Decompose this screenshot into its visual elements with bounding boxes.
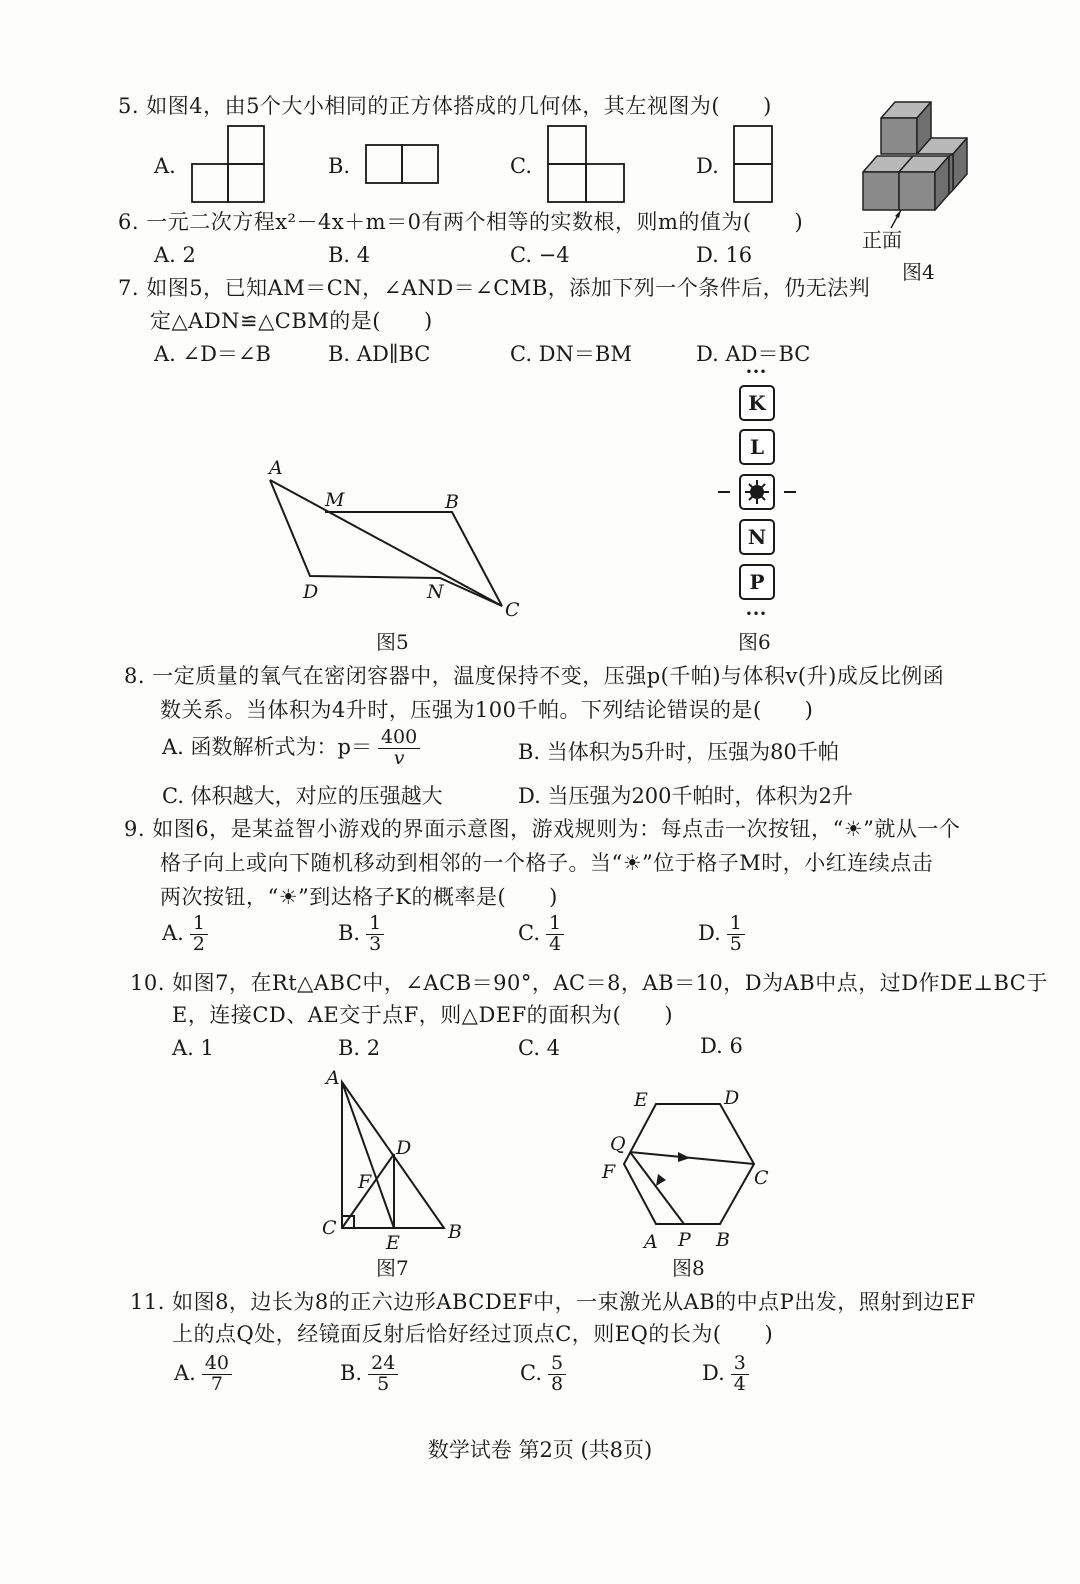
q6-option-a: A. 2 bbox=[154, 243, 196, 267]
q5-option-a-figure bbox=[190, 124, 270, 204]
q8-stem-line2: 数关系。当体积为4升时，压强为100千帕。下列结论错误的是( ) bbox=[160, 698, 814, 722]
q8-option-d: D. 当压强为200千帕时，体积为2升 bbox=[518, 784, 853, 808]
q11-option-d-num: 3 bbox=[731, 1354, 749, 1375]
q9-option-d-num: 1 bbox=[727, 914, 745, 935]
fig6-cell-n: N bbox=[747, 525, 767, 549]
fig8-label-e: E bbox=[634, 1089, 648, 1111]
q9-stem-line1: 9. 如图6，是某益智小游戏的界面示意图，游戏规则为：每点击一次按钮，“☀”就从一个 bbox=[124, 817, 961, 841]
q11-option-a-num: 40 bbox=[202, 1354, 232, 1375]
q9-stem-line2: 格子向上或向下随机移动到相邻的一个格子。当“☀”位于格子M时，小红连续点击 bbox=[160, 851, 934, 875]
q11-option-b bbox=[340, 1354, 398, 1395]
q7-option-d: D. AD＝BC bbox=[696, 342, 811, 366]
q11-option-d-den: 4 bbox=[733, 1372, 746, 1395]
q11-option-b-label: B. bbox=[340, 1360, 363, 1385]
q11-option-a bbox=[174, 1354, 232, 1395]
q7-stem-line2: 定△ADN≌△CBM的是( ) bbox=[150, 309, 433, 333]
figure-7-triangle bbox=[318, 1064, 478, 1254]
q9-option-c-label: C. bbox=[518, 920, 540, 945]
fig5-label-d: D bbox=[303, 581, 319, 603]
fig6-dots-top: ••• bbox=[745, 365, 767, 379]
q8-option-a-numerator: 400 bbox=[378, 728, 420, 749]
q5-option-b: B. bbox=[328, 154, 351, 178]
q5-option-d: D. bbox=[696, 154, 719, 178]
fig5-label-m: M bbox=[325, 489, 345, 511]
q5-option-a: A. bbox=[154, 154, 176, 178]
q8-option-a-denominator: v bbox=[393, 746, 405, 769]
fig6-dots-bottom: ••• bbox=[745, 607, 767, 621]
fig6-cell-k: K bbox=[748, 391, 766, 415]
q9-option-c-den: 4 bbox=[549, 932, 562, 955]
q9-option-a-den: 2 bbox=[192, 932, 205, 955]
q11-option-a-label: A. bbox=[174, 1360, 196, 1385]
q9-option-d bbox=[698, 914, 745, 955]
fig8-label-f: F bbox=[602, 1161, 616, 1183]
fig5-label-b: B bbox=[445, 491, 459, 513]
figure-6-caption: 图6 bbox=[738, 630, 771, 654]
q7-option-b: B. AD∥BC bbox=[328, 342, 431, 366]
q11-option-c-num: 5 bbox=[548, 1354, 566, 1375]
figure-4-caption: 图4 bbox=[902, 260, 935, 284]
figure-4-front-label: 正面 bbox=[862, 228, 902, 252]
fig7-label-a: A bbox=[326, 1067, 340, 1089]
q11-option-d bbox=[702, 1354, 749, 1395]
figure-5-caption: 图5 bbox=[376, 630, 409, 654]
q11-option-c-den: 8 bbox=[551, 1372, 564, 1395]
fig8-label-a: A bbox=[644, 1231, 658, 1252]
q6-stem: 6. 一元二次方程x²－4x＋m＝0有两个相等的实数根，则m的值为( ) bbox=[118, 210, 804, 234]
q9-option-a bbox=[162, 914, 208, 955]
q5-option-b-figure bbox=[364, 143, 442, 185]
q6-option-d: D. 16 bbox=[696, 243, 753, 267]
q7-option-a: A. ∠D＝∠B bbox=[154, 342, 271, 366]
fig7-label-e: E bbox=[386, 1232, 400, 1254]
figure-8-caption: 图8 bbox=[672, 1256, 705, 1280]
q10-stem-line1: 10. 如图7，在Rt△ABC中，∠ACB＝90°，AC＝8，AB＝10，D为AB中点，过D作DE⊥BC于 bbox=[130, 971, 1048, 995]
q8-option-a bbox=[162, 728, 420, 769]
q8-option-a-prefix: A. 函数解析式为：p＝ bbox=[162, 734, 372, 759]
fig7-label-b: B bbox=[448, 1221, 462, 1243]
q10-option-a: A. 1 bbox=[172, 1036, 214, 1060]
fig5-label-n: N bbox=[427, 581, 444, 603]
figure-5-parallelogram bbox=[255, 450, 535, 630]
q9-option-d-den: 5 bbox=[729, 932, 742, 955]
q9-option-d-label: D. bbox=[698, 920, 721, 945]
figure-7-caption: 图7 bbox=[376, 1256, 409, 1280]
figure-8-hexagon bbox=[598, 1080, 784, 1252]
q11-option-b-num: 24 bbox=[368, 1354, 398, 1375]
q10-option-d: D. 6 bbox=[700, 1034, 743, 1058]
q10-stem-line2: E，连接CD、AE交于点F，则△DEF的面积为( ) bbox=[172, 1003, 674, 1027]
fig5-label-c: C bbox=[505, 599, 520, 621]
q11-option-b-den: 5 bbox=[377, 1372, 390, 1395]
q9-option-b-label: B. bbox=[338, 920, 361, 945]
q9-stem-line3: 两次按钮，“☀”到达格子K的概率是( ) bbox=[160, 885, 558, 909]
fig7-label-d: D bbox=[396, 1137, 412, 1159]
q8-option-c: C. 体积越大，对应的压强越大 bbox=[162, 784, 443, 808]
q5-option-c-figure bbox=[546, 124, 628, 204]
q6-option-c: C. −4 bbox=[510, 243, 570, 267]
q9-option-c bbox=[518, 914, 564, 955]
q9-option-b bbox=[338, 914, 384, 955]
q9-option-a-label: A. bbox=[162, 920, 184, 945]
q6-option-b: B. 4 bbox=[328, 243, 371, 267]
q11-option-a-den: 7 bbox=[210, 1372, 223, 1395]
fig8-label-p: P bbox=[678, 1229, 691, 1251]
q11-stem-line2: 上的点Q处，经镜面反射后恰好经过顶点C，则EQ的长为( ) bbox=[172, 1322, 774, 1346]
fig5-label-a: A bbox=[269, 457, 283, 479]
q7-option-c: C. DN＝BM bbox=[510, 342, 632, 366]
fig6-cell-p: P bbox=[749, 570, 765, 594]
fig8-label-b: B bbox=[716, 1229, 730, 1251]
q5-option-c: C. bbox=[510, 154, 532, 178]
figure-4-cubes bbox=[855, 92, 985, 242]
q11-stem-line1: 11. 如图8，边长为8的正六边形ABCDEF中，一束激光从AB的中点P出发，照射到边EF bbox=[130, 1290, 976, 1314]
page-footer: 数学试卷 第2页 (共8页) bbox=[427, 1438, 653, 1462]
q11-option-c bbox=[520, 1354, 566, 1395]
q5-stem: 5. 如图4，由5个大小相同的正方体搭成的几何体，其左视图为( ) bbox=[118, 94, 772, 118]
fig8-label-q: Q bbox=[610, 1133, 626, 1155]
q9-option-b-num: 1 bbox=[366, 914, 384, 935]
figure-6-game bbox=[710, 362, 810, 624]
fig6-cell-l: L bbox=[749, 435, 765, 459]
q9-option-c-num: 1 bbox=[546, 914, 564, 935]
q11-option-d-label: D. bbox=[702, 1360, 725, 1385]
q5-option-d-figure bbox=[732, 124, 776, 204]
q8-stem-line1: 8. 一定质量的氧气在密闭容器中，温度保持不变，压强p(千帕)与体积v(升)成反比例函 bbox=[124, 664, 945, 688]
q8-option-b: B. 当体积为5升时，压强为80千帕 bbox=[518, 740, 839, 764]
q11-option-c-label: C. bbox=[520, 1360, 542, 1385]
q10-option-b: B. 2 bbox=[338, 1036, 381, 1060]
q10-option-c: C. 4 bbox=[518, 1036, 561, 1060]
q7-stem-line1: 7. 如图5，已知AM＝CN，∠AND＝∠CMB，添加下列一个条件后，仍无法判 bbox=[118, 276, 871, 300]
fig8-label-c: C bbox=[754, 1167, 769, 1189]
fig7-label-f: F bbox=[358, 1171, 372, 1193]
q9-option-b-den: 3 bbox=[369, 932, 382, 955]
q9-option-a-num: 1 bbox=[190, 914, 208, 935]
fig8-label-d: D bbox=[724, 1087, 740, 1109]
fig7-label-c: C bbox=[322, 1217, 337, 1239]
